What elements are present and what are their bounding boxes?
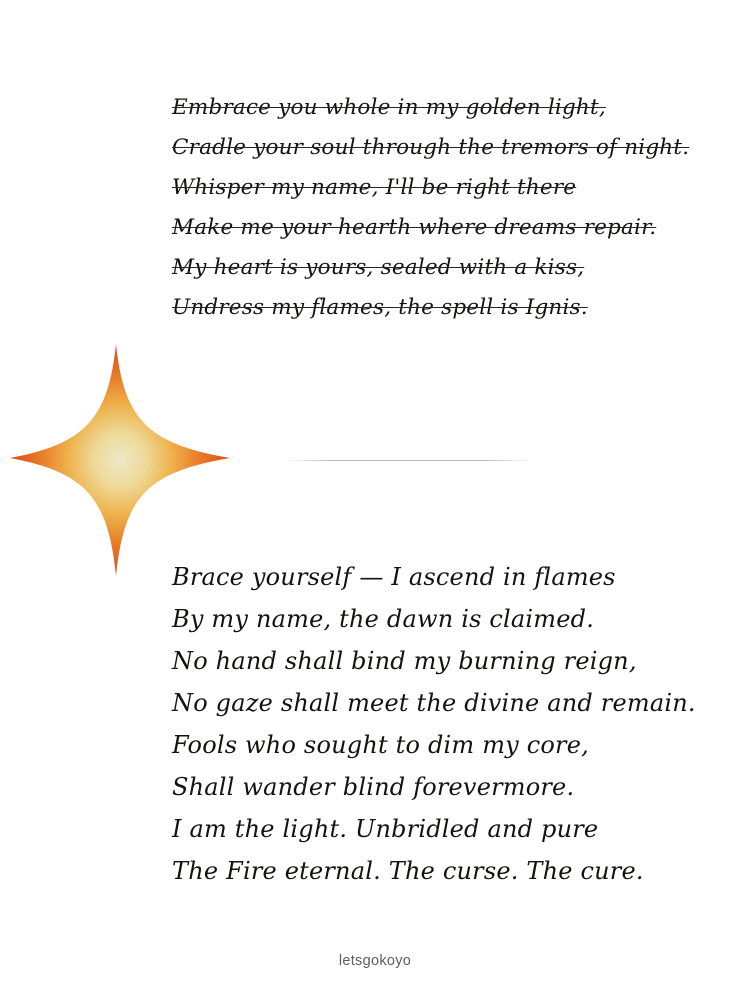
poem-line: Brace yourself — I ascend in flames — [172, 563, 616, 591]
poem-line-text: Whisper my name, I'll be right there — [172, 175, 577, 200]
poem-line-text: Undress my flames, the spell is Ignis. — [172, 295, 588, 320]
footer — [0, 952, 750, 970]
poem-line: By my name, the dawn is claimed. — [172, 605, 595, 633]
stanza-two — [172, 556, 732, 892]
poem-line — [172, 88, 732, 128]
four-point-star-sparkle-icon — [8, 340, 238, 580]
poem-line: No gaze shall meet the divine and remain. — [172, 689, 696, 717]
poem-line-text: Embrace you whole in my golden light, — [172, 95, 606, 120]
poem-line-text: Make me your hearth where dreams repair. — [172, 215, 657, 240]
poem-line: The Fire eternal. The curse. The cure. — [172, 857, 644, 885]
section-divider — [285, 460, 532, 461]
poem-line — [172, 248, 732, 288]
poem-line — [172, 288, 732, 328]
stanza-one — [172, 88, 732, 328]
poem-line: No hand shall bind my burning reign, — [172, 647, 637, 675]
poem-line: I am the light. Unbridled and pure — [172, 815, 599, 843]
poem-line — [172, 128, 732, 168]
poem-line: Fools who sought to dim my core, — [172, 731, 589, 759]
poem-line-text: My heart is yours, sealed with a kiss, — [172, 255, 585, 280]
poem-line: Shall wander blind forevermore. — [172, 773, 575, 801]
poem-line-text: Cradle your soul through the tremors of night. — [172, 135, 690, 160]
poem-line — [172, 208, 732, 248]
poem-line — [172, 168, 732, 208]
author-handle: letsgokoyo — [338, 953, 412, 969]
